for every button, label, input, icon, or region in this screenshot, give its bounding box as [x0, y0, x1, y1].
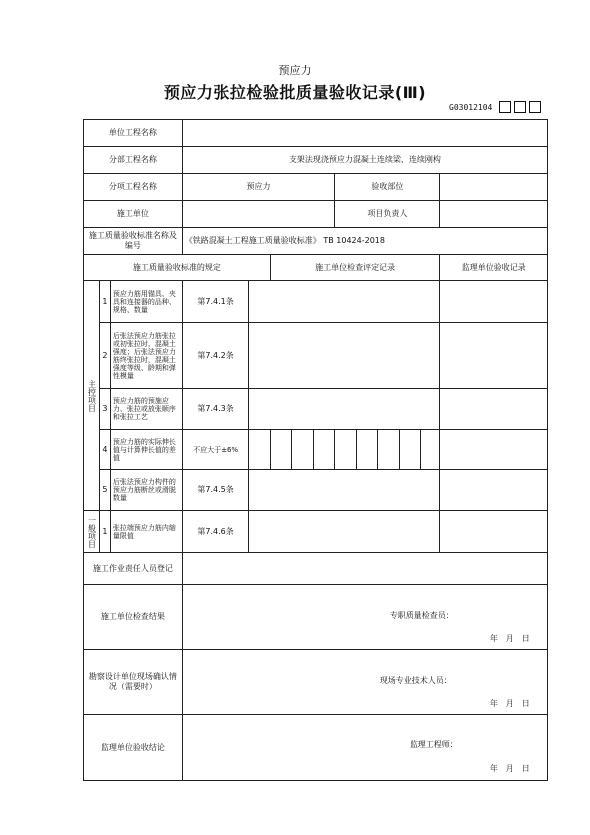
- measurement-cell[interactable]: [335, 430, 356, 470]
- date-label: 年 月 日: [489, 698, 530, 708]
- general-item-row-1: [84, 511, 548, 553]
- design-confirmation-label: 勘察设计单位现场确认情况（需要时）: [84, 650, 183, 715]
- personnel-label: 施工作业责任人员登记: [84, 553, 183, 585]
- row-subdivision: [84, 174, 548, 201]
- acceptance-form-table: [83, 119, 548, 781]
- row-column-headers: [84, 255, 548, 281]
- measurement-cell[interactable]: [378, 430, 399, 470]
- construction-result-label: 施工单位检查结果: [84, 585, 183, 650]
- supervision-record-cell[interactable]: [440, 281, 548, 323]
- col-header-construction-check: 施工单位检查评定记录: [270, 255, 440, 281]
- item-number: 4: [100, 430, 111, 470]
- division-label: 分部工程名称: [84, 147, 183, 174]
- item-description: 后张法预应力筋张拉或初张拉时，混凝土强度；后张法预应力筋终张拉时，混凝土强度等级、龄期和弹性模量: [110, 323, 182, 389]
- standard-value: 《铁路混凝土工程施工质量验收标准》 TB 10424-2018: [182, 228, 547, 255]
- item-number: 1: [100, 281, 111, 323]
- supervision-record-cell[interactable]: [440, 470, 548, 511]
- construction-check-cell[interactable]: [249, 323, 440, 389]
- unit-project-value[interactable]: [182, 120, 547, 147]
- personnel-value[interactable]: [182, 553, 547, 585]
- measurement-cell[interactable]: [270, 430, 291, 470]
- row-personnel: [84, 553, 548, 585]
- quality-inspector-label: 专职质量检查员：: [389, 610, 454, 620]
- division-value[interactable]: 支架法现浇预应力混凝土连续梁、连续刚构: [182, 147, 547, 174]
- item-number: 1: [100, 511, 111, 553]
- date-label: 年 月 日: [489, 633, 530, 643]
- row-supervision-conclusion: [84, 715, 548, 781]
- row-construction-unit: [84, 201, 548, 228]
- supervision-record-cell[interactable]: [440, 430, 548, 470]
- item-number: 5: [100, 470, 111, 511]
- construction-check-cell[interactable]: [249, 470, 440, 511]
- main-item-row-2: [84, 323, 548, 389]
- item-description: 张拉端预应力筋内缩量限值: [110, 511, 182, 553]
- measurement-cell[interactable]: [292, 430, 313, 470]
- item-description: 后张法预应力构件的预应力筋断丝或滑脱数量: [110, 470, 182, 511]
- subdivision-value[interactable]: 预应力: [182, 174, 334, 201]
- measurement-cell[interactable]: [356, 430, 377, 470]
- row-unit-project: [84, 120, 548, 147]
- supervision-conclusion-label: 监理单位验收结论: [84, 715, 183, 781]
- main-item-row-4: [84, 430, 548, 470]
- form-category: 预应力: [278, 64, 312, 77]
- item-clause: 第7.4.2条: [182, 323, 249, 389]
- row-division: [84, 147, 548, 174]
- construction-result-cell[interactable]: [182, 585, 547, 650]
- unit-project-label: 单位工程名称: [84, 120, 183, 147]
- design-confirmation-cell[interactable]: [182, 650, 547, 715]
- item-clause: 第7.4.3条: [182, 389, 249, 430]
- construction-unit-label: 施工单位: [84, 201, 183, 228]
- code-box-2[interactable]: [514, 101, 526, 113]
- standard-label: 施工质量验收标准名称及编号: [84, 228, 183, 255]
- measurement-cell[interactable]: [313, 430, 334, 470]
- construction-unit-value[interactable]: [182, 201, 334, 228]
- main-item-row-1: [84, 281, 548, 323]
- col-header-spec: 施工质量验收标准的规定: [84, 255, 271, 281]
- acceptance-part-label: 验收部位: [335, 174, 440, 201]
- supervision-conclusion-cell[interactable]: [182, 715, 547, 781]
- subdivision-label: 分项工程名称: [84, 174, 183, 201]
- row-design-confirmation: [84, 650, 548, 715]
- main-item-row-3: [84, 389, 548, 430]
- acceptance-part-value[interactable]: [440, 174, 548, 201]
- item-description: 预应力筋用锚具、夹具和连接器的品种、规格、数量: [110, 281, 182, 323]
- item-description: 预应力筋的实际伸长值与计算伸长值的差值: [110, 430, 182, 470]
- measurement-cell[interactable]: [421, 430, 440, 470]
- general-group-label: 一般项目: [84, 511, 100, 553]
- item-description: 预应力筋的预施应力、张拉或放张顺序和张拉工艺: [110, 389, 182, 430]
- item-clause: 第7.4.1条: [182, 281, 249, 323]
- code-box-1[interactable]: [499, 101, 511, 113]
- measurement-cell[interactable]: [249, 430, 270, 470]
- construction-check-cell[interactable]: [249, 511, 440, 553]
- page-title: 预应力张拉检验批质量验收记录(Ⅲ): [163, 83, 427, 102]
- item-clause: 第7.4.6条: [182, 511, 249, 553]
- supervisor-label: 监理工程师：: [409, 739, 458, 749]
- item-clause: 第7.4.5条: [182, 470, 249, 511]
- item-number: 3: [100, 389, 111, 430]
- item-number: 2: [100, 323, 111, 389]
- form-code: G03012104: [449, 103, 493, 112]
- item-clause: 不应大于±6%: [182, 430, 249, 470]
- row-standard: [84, 228, 548, 255]
- supervision-record-cell[interactable]: [440, 389, 548, 430]
- main-group-label: 主控项目: [84, 281, 100, 511]
- code-box-3[interactable]: [529, 101, 541, 113]
- project-leader-value[interactable]: [440, 201, 548, 228]
- construction-check-cell[interactable]: [249, 281, 440, 323]
- project-leader-label: 项目负责人: [335, 201, 440, 228]
- row-construction-result: [84, 585, 548, 650]
- supervision-record-cell[interactable]: [440, 511, 548, 553]
- supervision-record-cell[interactable]: [440, 323, 548, 389]
- measurement-cell[interactable]: [399, 430, 420, 470]
- construction-check-cell[interactable]: [249, 389, 440, 430]
- site-tech-label: 现场专业技术人员：: [379, 675, 452, 685]
- main-item-row-5: [84, 470, 548, 511]
- col-header-supervision-record: 监理单位验收记录: [440, 255, 548, 281]
- date-label: 年 月 日: [489, 763, 530, 773]
